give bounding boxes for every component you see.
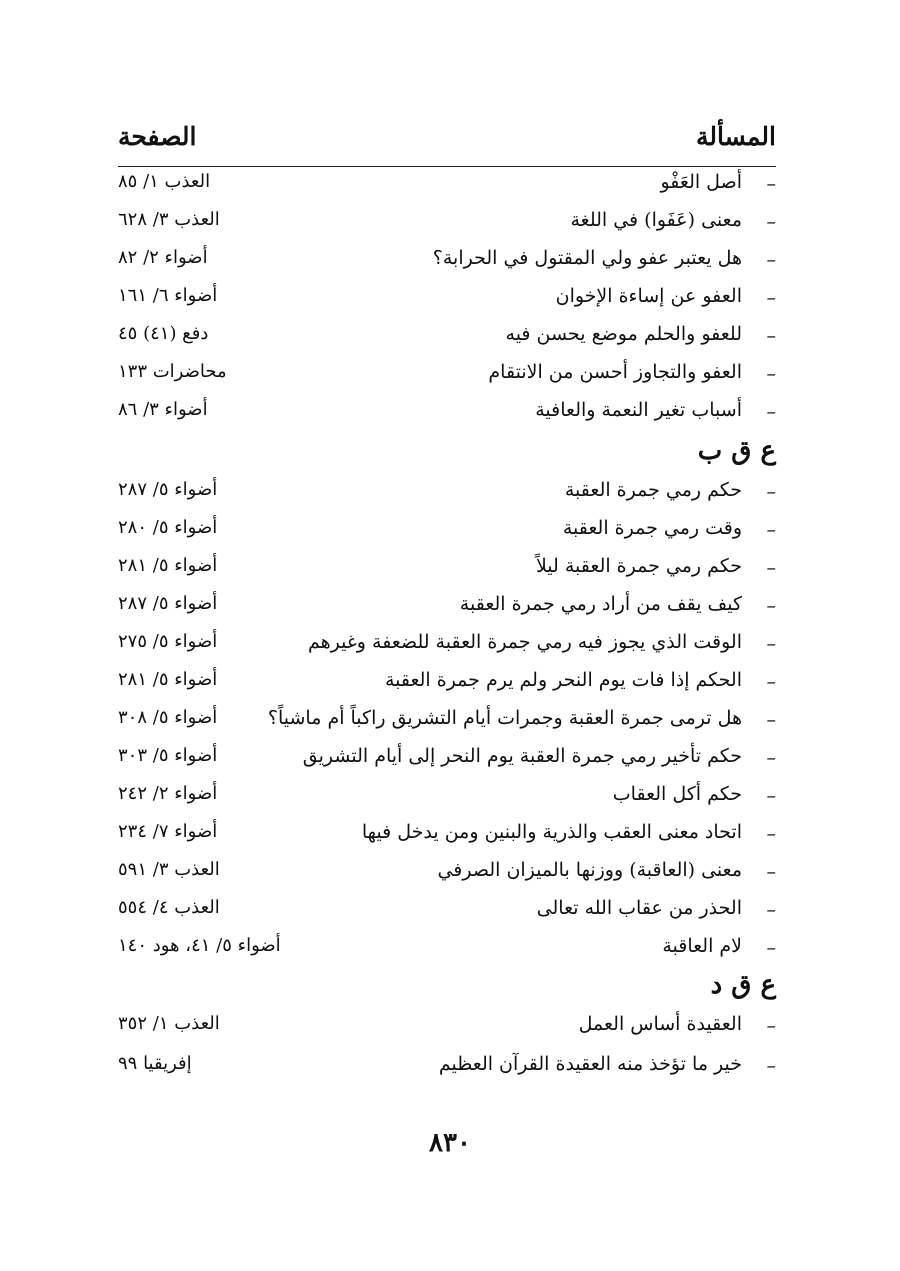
- entry-reference: العذب ٤/ ٥٥٤: [118, 897, 220, 918]
- entry-dash: –: [766, 1055, 776, 1077]
- entry-reference: أضواء ٢/ ٨٢: [118, 247, 208, 268]
- index-entry: [110, 1053, 776, 1085]
- entry-topic: كيف يقف من أراد رمي جمرة العقبة: [459, 593, 742, 615]
- entry-topic: الوقت الذي يجوز فيه رمي جمرة العقبة للضعفة وغيرهم: [307, 631, 742, 653]
- entry-reference: أضواء ٥/ ٣٠٨: [118, 707, 218, 728]
- entry-topic: وقت رمي جمرة العقبة: [562, 517, 742, 539]
- entry-topic: حكم رمي جمرة العقبة: [564, 479, 742, 501]
- entry-topic: العقيدة أساس العمل: [578, 1013, 742, 1035]
- entry-reference: أضواء ٥/ ٢٧٥: [118, 631, 218, 652]
- entry-reference: أضواء ٥/ ٢٨٧: [118, 479, 218, 500]
- entry-reference: أضواء ٥/ ٣٠٣: [118, 745, 218, 766]
- entry-reference: العذب ١/ ٨٥: [118, 171, 211, 192]
- index-entry: [110, 1013, 776, 1045]
- index-entry: [110, 859, 776, 891]
- index-entry: [110, 631, 776, 663]
- entry-dash: –: [766, 363, 776, 385]
- entry-dash: –: [766, 173, 776, 195]
- entry-topic: هل يعتبر عفو ولي المقتول في الحرابة؟: [432, 247, 742, 269]
- entry-topic: حكم رمي جمرة العقبة ليلاً: [535, 555, 742, 577]
- entry-reference: أضواء ٥/ ٤١، هود ١٤٠: [118, 935, 281, 956]
- entry-reference: أضواء ٥/ ٢٨١: [118, 669, 218, 690]
- entry-topic: أسباب تغير النعمة والعافية: [535, 399, 742, 421]
- section-heading: ع ق د: [710, 970, 776, 1000]
- index-entry: [110, 171, 776, 203]
- entry-reference: إفريقيا ٩٩: [118, 1053, 192, 1074]
- index-entry: [110, 361, 776, 393]
- entry-dash: –: [766, 861, 776, 883]
- entry-dash: –: [766, 325, 776, 347]
- entry-topic: لام العاقبة: [662, 935, 742, 957]
- index-entry: [110, 323, 776, 355]
- entry-reference: العذب ٣/ ٦٢٨: [118, 209, 220, 230]
- entry-reference: أضواء ٥/ ٢٨٠: [118, 517, 218, 538]
- column-header: [118, 122, 776, 162]
- entry-dash: –: [766, 519, 776, 541]
- entry-reference: العذب ٣/ ٥٩١: [118, 859, 220, 880]
- entry-topic: أصل العَفْو: [660, 171, 742, 193]
- page-number: ٨٣٠: [429, 1128, 471, 1158]
- index-entry: [110, 897, 776, 929]
- entry-topic: معنى (العاقبة) ووزنها بالميزان الصرفي: [437, 859, 742, 881]
- entry-reference: أضواء ٣/ ٨٦: [118, 399, 208, 420]
- index-entry: [110, 821, 776, 853]
- index-entry: [110, 285, 776, 317]
- entry-reference: محاضرات ١٣٣: [118, 361, 227, 382]
- index-entry: [110, 745, 776, 777]
- entry-dash: –: [766, 747, 776, 769]
- index-entry: [110, 669, 776, 701]
- entry-topic: الحكم إذا فات يوم النحر ولم يرم جمرة العقبة: [384, 669, 742, 691]
- header-rule: [118, 166, 776, 167]
- index-entry: [110, 935, 776, 967]
- index-entry: [110, 517, 776, 549]
- entry-dash: –: [766, 1015, 776, 1037]
- entry-dash: –: [766, 899, 776, 921]
- entry-reference: دفع (٤١) ٤٥: [118, 323, 209, 344]
- index-entry: [110, 247, 776, 279]
- entry-dash: –: [766, 595, 776, 617]
- entry-dash: –: [766, 785, 776, 807]
- index-entry: [110, 399, 776, 431]
- entry-topic: العفو عن إساءة الإخوان: [555, 285, 742, 307]
- entry-reference: أضواء ٢/ ٢٤٢: [118, 783, 218, 804]
- index-entry: [110, 555, 776, 587]
- entry-topic: معنى (عَفَوا) في اللغة: [570, 209, 742, 231]
- index-entry: [110, 593, 776, 625]
- index-entry: [110, 783, 776, 815]
- page-column-title: الصفحة: [118, 122, 197, 151]
- index-entry: [110, 479, 776, 511]
- entry-topic: اتحاد معنى العقب والذرية والبنين ومن يدخل فيها: [361, 821, 742, 843]
- entry-dash: –: [766, 211, 776, 233]
- entry-reference: أضواء ٦/ ١٦١: [118, 285, 218, 306]
- entry-reference: أضواء ٥/ ٢٨١: [118, 555, 218, 576]
- entry-dash: –: [766, 937, 776, 959]
- entry-dash: –: [766, 481, 776, 503]
- entry-dash: –: [766, 709, 776, 731]
- index-entry: [110, 707, 776, 739]
- index-entry: [110, 209, 776, 241]
- entry-dash: –: [766, 249, 776, 271]
- entry-topic: الحذر من عقاب الله تعالى: [536, 897, 742, 919]
- entry-topic: حكم تأخير رمي جمرة العقبة يوم النحر إلى أيام التشريق: [302, 745, 742, 767]
- entry-dash: –: [766, 401, 776, 423]
- entry-dash: –: [766, 287, 776, 309]
- entry-topic: هل ترمى جمرة العقبة وجمرات أيام التشريق راكباً أم ماشياً؟: [267, 707, 742, 729]
- entry-reference: أضواء ٧/ ٢٣٤: [118, 821, 218, 842]
- issue-column-title: المسألة: [696, 122, 776, 151]
- entry-topic: العفو والتجاوز أحسن من الانتقام: [488, 361, 742, 383]
- entry-reference: العذب ١/ ٣٥٢: [118, 1013, 220, 1034]
- entry-reference: أضواء ٥/ ٢٨٧: [118, 593, 218, 614]
- entry-topic: حكم أكل العقاب: [612, 783, 742, 805]
- section-heading: ع ق ب: [697, 436, 776, 466]
- entry-dash: –: [766, 671, 776, 693]
- entry-dash: –: [766, 823, 776, 845]
- entry-dash: –: [766, 633, 776, 655]
- entry-dash: –: [766, 557, 776, 579]
- entry-topic: خير ما تؤخذ منه العقيدة القرآن العظيم: [438, 1053, 742, 1075]
- entry-topic: للعفو والحلم موضع يحسن فيه: [505, 323, 742, 345]
